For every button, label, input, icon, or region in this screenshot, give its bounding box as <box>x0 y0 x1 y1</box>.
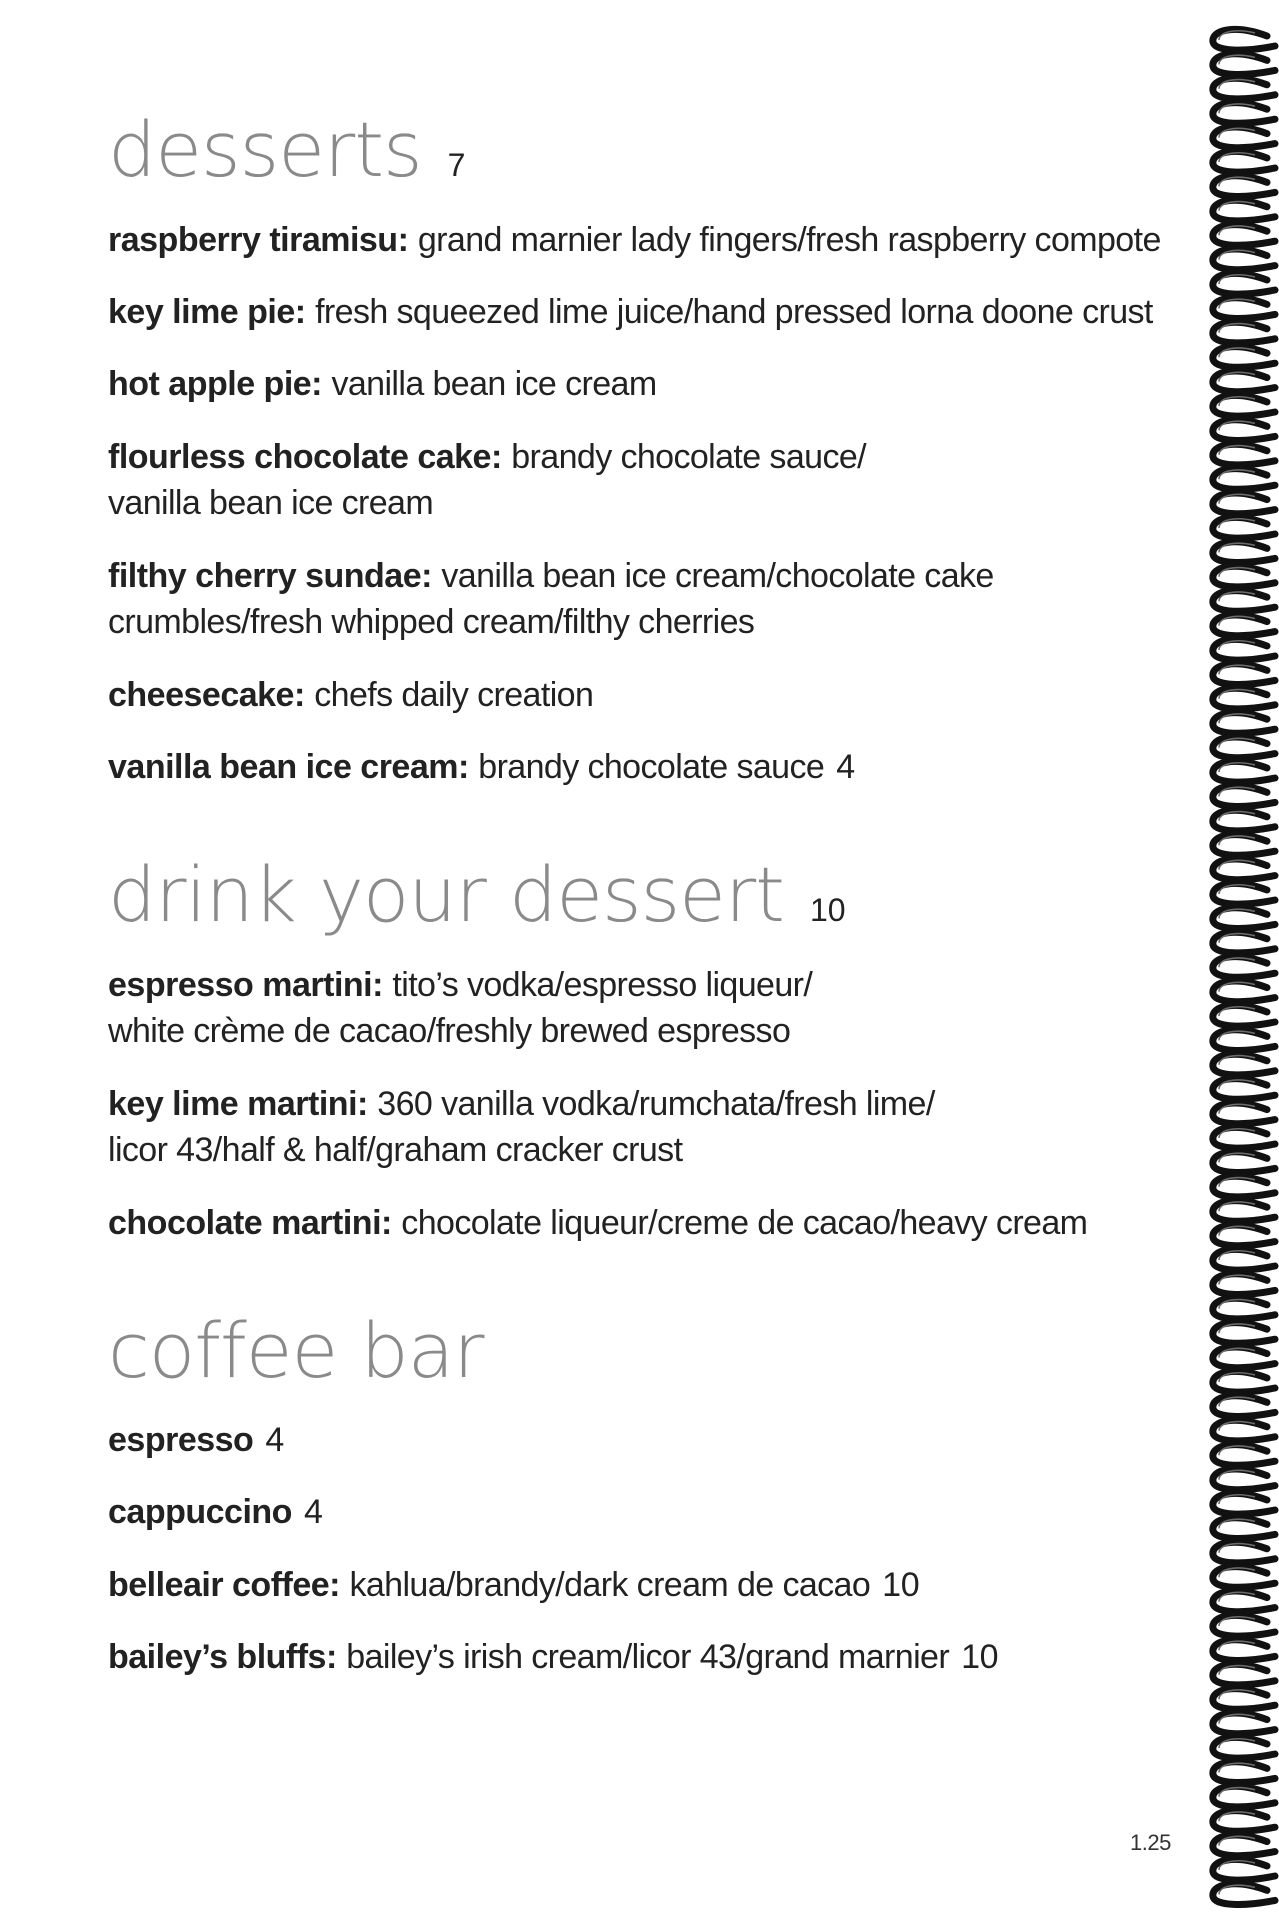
item-description: brandy chocolate sauce <box>478 748 825 786</box>
item-description-cont: white crème de cacao/freshly brewed espresso <box>108 1012 791 1050</box>
binding-coil <box>1213 1201 1275 1222</box>
binding-coil <box>1213 1030 1275 1051</box>
binding-coil <box>1213 1762 1275 1783</box>
binding-coil <box>1213 1249 1275 1270</box>
item-price: 4 <box>836 748 855 786</box>
binding-coil <box>1213 615 1275 636</box>
binding-coil <box>1213 493 1275 514</box>
binding-coil <box>1213 420 1275 441</box>
item-name: chocolate martini: <box>108 1204 392 1242</box>
item-name: raspberry tiramisu: <box>108 221 409 259</box>
menu-item <box>108 1200 1158 1246</box>
item-description-cont: crumbles/fresh whipped cream/filthy cherries <box>108 603 755 641</box>
menu-item <box>108 361 1158 407</box>
binding-coil <box>1213 1493 1275 1514</box>
page-number: 1.25 <box>1130 1830 1171 1855</box>
item-name: espresso <box>108 1421 254 1459</box>
binding-coil <box>1213 1176 1275 1197</box>
menu-item <box>108 434 1158 526</box>
binding-coil <box>1213 1689 1275 1710</box>
binding-coil <box>1213 713 1275 734</box>
binding-coil <box>1213 1298 1275 1319</box>
binding-coil <box>1213 761 1275 782</box>
section-title-text: drink your dessert <box>108 850 784 939</box>
menu-item <box>108 1417 1158 1463</box>
binding-coil <box>1213 29 1275 50</box>
binding-coil <box>1213 1347 1275 1368</box>
item-description: fresh squeezed lime juice/hand pressed lorna doone crust <box>315 293 1153 331</box>
section-price: 7 <box>447 147 466 183</box>
binding-coil <box>1213 78 1275 99</box>
item-name: espresso martini: <box>108 966 383 1004</box>
binding-coil <box>1213 1079 1275 1100</box>
item-description-cont: licor 43/half & half/graham cracker crust <box>108 1131 683 1169</box>
binding-coil <box>1213 1225 1275 1246</box>
binding-coil <box>1213 1005 1275 1026</box>
binding-coil <box>1213 1274 1275 1295</box>
spiral-binding-icon <box>1205 0 1279 1920</box>
item-name: belleair coffee: <box>108 1566 340 1604</box>
binding-coil <box>1213 176 1275 197</box>
binding-coil <box>1213 883 1275 904</box>
binding-coil <box>1213 810 1275 831</box>
binding-coil <box>1213 1103 1275 1124</box>
section-title-text: desserts <box>108 105 422 194</box>
item-description: tito’s vodka/espresso liqueur/ <box>392 966 813 1004</box>
binding-coil <box>1213 273 1275 294</box>
item-name: cheesecake: <box>108 676 305 714</box>
menu-item <box>108 962 1158 1054</box>
binding-coil <box>1213 1884 1275 1905</box>
binding-coil <box>1213 444 1275 465</box>
section-title-text: coffee bar <box>108 1306 484 1395</box>
binding-coil <box>1213 1542 1275 1563</box>
binding-coil <box>1213 225 1275 246</box>
binding-coil <box>1213 957 1275 978</box>
binding-coil <box>1213 1664 1275 1685</box>
binding-coil <box>1213 1054 1275 1075</box>
binding-coil <box>1213 1811 1275 1832</box>
binding-coil <box>1213 127 1275 148</box>
binding-coil <box>1213 249 1275 270</box>
binding-coil <box>1213 932 1275 953</box>
binding-coil <box>1213 737 1275 758</box>
binding-coil <box>1213 347 1275 368</box>
item-description: chocolate liqueur/creme de cacao/heavy cream <box>401 1204 1088 1242</box>
binding-coil <box>1213 591 1275 612</box>
binding-coil <box>1213 688 1275 709</box>
item-description: grand marnier lady fingers/fresh raspberry compote <box>417 221 1161 259</box>
binding-coil <box>1213 1152 1275 1173</box>
item-name: bailey’s bluffs: <box>108 1638 337 1676</box>
binding-coil <box>1213 1323 1275 1344</box>
binding-coil <box>1213 371 1275 392</box>
binding-coil <box>1213 1640 1275 1661</box>
menu-item <box>108 553 1158 645</box>
item-price: 4 <box>303 1493 323 1531</box>
item-name: vanilla bean ice cream: <box>108 748 469 786</box>
item-description: vanilla bean ice cream <box>331 365 657 403</box>
item-description: bailey’s irish cream/licor 43/grand marnier <box>346 1638 950 1676</box>
menu-item <box>108 1081 1158 1173</box>
binding-coil <box>1213 1737 1275 1758</box>
binding-coil <box>1213 517 1275 538</box>
binding-coil <box>1213 395 1275 416</box>
binding-coil <box>1213 786 1275 807</box>
item-price: 4 <box>265 1421 284 1459</box>
binding-coil <box>1213 1420 1275 1441</box>
item-name: key lime pie: <box>108 293 306 331</box>
item-name: flourless chocolate cake: <box>108 438 502 476</box>
binding-coil <box>1213 200 1275 221</box>
binding-coil <box>1213 322 1275 343</box>
binding-coil <box>1213 859 1275 880</box>
item-price: 10 <box>961 1638 999 1676</box>
item-name: hot apple pie: <box>108 365 322 403</box>
item-price: 10 <box>882 1566 920 1604</box>
binding-coil <box>1213 1713 1275 1734</box>
binding-coil <box>1213 1371 1275 1392</box>
binding-coil <box>1213 1615 1275 1636</box>
binding-coil <box>1213 1445 1275 1466</box>
item-description: chefs daily creation <box>314 676 594 714</box>
binding-coil <box>1213 151 1275 172</box>
binding-coil <box>1213 908 1275 929</box>
section-price: 10 <box>809 892 846 928</box>
binding-coil <box>1213 1518 1275 1539</box>
binding-coil <box>1213 1567 1275 1588</box>
section-title-drink-your-dessert <box>108 850 846 939</box>
menu-item <box>108 289 1158 335</box>
binding-coil <box>1213 1469 1275 1490</box>
section-title-coffee-bar <box>108 1306 484 1395</box>
item-description: vanilla bean ice cream/chocolate cake <box>441 557 994 595</box>
binding-coil <box>1213 664 1275 685</box>
binding-coil <box>1213 981 1275 1002</box>
menu-item <box>108 744 1158 790</box>
binding-coil <box>1213 1127 1275 1148</box>
binding-coil <box>1213 1859 1275 1880</box>
menu-item <box>108 1634 1158 1680</box>
item-name: cappuccino <box>108 1493 292 1531</box>
menu-item <box>108 1562 1158 1608</box>
item-description: kahlua/brandy/dark cream de cacao <box>349 1566 871 1604</box>
binding-coil <box>1213 1396 1275 1417</box>
binding-coil <box>1213 103 1275 124</box>
binding-coil <box>1213 298 1275 319</box>
binding-coil <box>1213 1591 1275 1612</box>
item-description: 360 vanilla vodka/rumchata/fresh lime/ <box>377 1085 935 1123</box>
menu-item <box>108 217 1161 263</box>
item-name: key lime martini: <box>108 1085 368 1123</box>
binding-coil <box>1213 54 1275 75</box>
section-title-desserts <box>108 105 466 194</box>
menu-item <box>108 1489 1158 1535</box>
binding-coil <box>1213 566 1275 587</box>
binding-coil <box>1213 1835 1275 1856</box>
item-description-cont: vanilla bean ice cream <box>108 484 434 522</box>
item-name: filthy cherry sundae: <box>108 557 432 595</box>
item-description: brandy chocolate sauce/ <box>511 438 867 476</box>
binding-coil <box>1213 542 1275 563</box>
menu-item <box>108 672 1158 718</box>
binding-coil <box>1213 1786 1275 1807</box>
binding-coil <box>1213 835 1275 856</box>
binding-coil <box>1213 639 1275 660</box>
binding-coil <box>1213 469 1275 490</box>
